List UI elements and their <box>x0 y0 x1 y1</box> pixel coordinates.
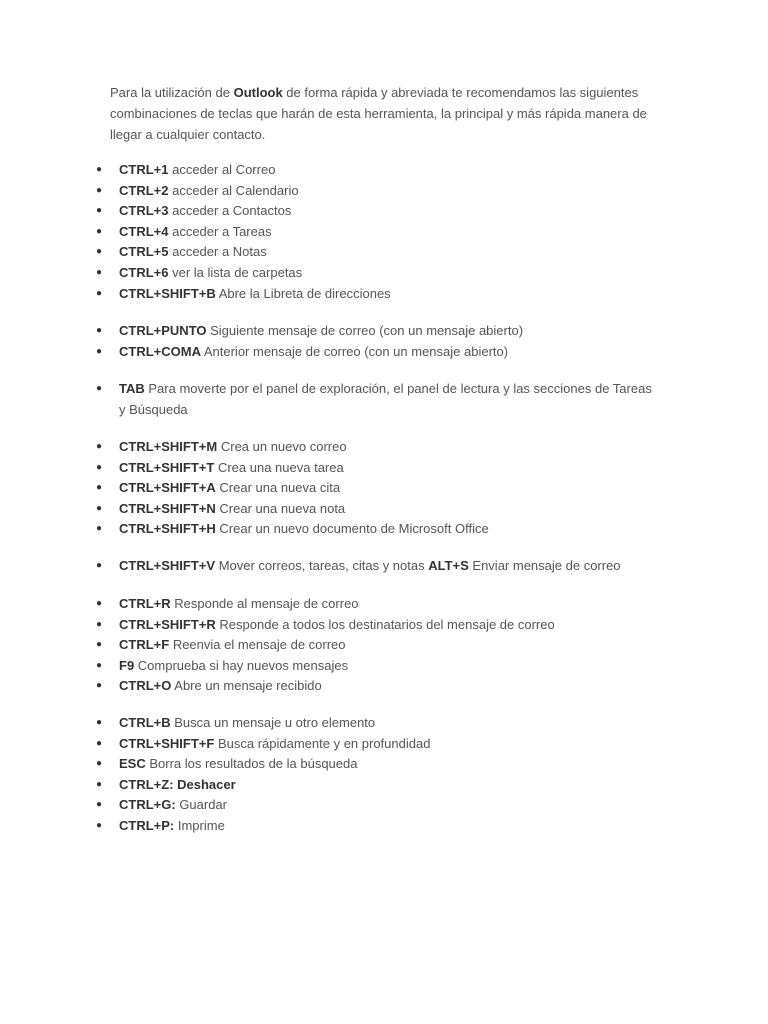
shortcut-key: ESC <box>119 756 146 772</box>
shortcut-key: CTRL+COMA <box>119 343 201 359</box>
bullet-icon: ● <box>96 819 103 831</box>
bullet-icon: ● <box>96 482 103 494</box>
shortcut-key: F9 <box>119 657 135 673</box>
shortcut-key: TAB <box>119 381 145 396</box>
shortcut-description: acceder al Calendario <box>168 182 299 198</box>
shortcut-description: ver la lista de carpetas <box>168 264 303 280</box>
shortcut-key: CTRL+2 <box>119 182 169 198</box>
shortcut-item <box>0 795 659 816</box>
bullet-icon: ● <box>96 164 103 175</box>
shortcut-key: CTRL+O <box>119 678 172 694</box>
shortcut-item <box>0 458 659 479</box>
shortcut-description: Comprueba si hay nuevos mensajes <box>134 657 349 673</box>
intro-text-start: Para la utilización de <box>110 85 234 100</box>
bullet-icon: ● <box>96 639 103 651</box>
shortcut-key: CTRL+3 <box>119 203 169 219</box>
bullet-icon: ● <box>96 598 103 609</box>
shortcut-description: Crear un nuevo documento de Microsoft Office <box>215 521 489 537</box>
shortcut-key: CTRL+SHIFT+N <box>119 500 216 516</box>
bullet-icon: ● <box>96 778 103 790</box>
shortcut-group-tab <box>0 379 659 420</box>
shortcut-key: CTRL+SHIFT+M <box>119 439 218 454</box>
bullet-icon: ● <box>96 502 103 514</box>
intro-paragraph <box>110 82 670 145</box>
shortcut-item <box>0 615 659 636</box>
shortcut-item <box>0 713 659 734</box>
intro-text-end: de forma rápida y abreviada te recomendamos las siguientes combinaciones de teclas que harán de esta herramienta, la principal y más rápida manera de llegar a cualquier contacto. <box>110 85 647 142</box>
shortcut-item <box>0 242 659 263</box>
shortcut-description: Busca rápidamente y en profundidad <box>214 735 431 751</box>
shortcut-group-navigation <box>0 160 659 304</box>
bullet-icon: ● <box>96 717 103 728</box>
shortcut-description: Para moverte por el panel de exploración, el panel de lectura y las secciones de Tareas y Búsqueda <box>119 381 652 417</box>
shortcut-key: CTRL+G: <box>119 797 176 813</box>
shortcut-item <box>0 321 659 342</box>
shortcut-item <box>0 222 659 243</box>
shortcut-item <box>0 342 659 363</box>
bullet-icon: ● <box>96 225 103 237</box>
bullet-icon: ● <box>96 205 103 217</box>
shortcut-item <box>0 754 659 775</box>
shortcut-key: CTRL+4 <box>119 223 169 239</box>
bullet-icon: ● <box>96 799 103 811</box>
bullet-icon: ● <box>96 184 103 196</box>
shortcut-item <box>0 594 659 615</box>
shortcut-item <box>0 284 659 305</box>
shortcut-description: Guardar <box>175 797 228 813</box>
shortcut-item <box>0 437 659 458</box>
shortcut-item <box>0 181 659 202</box>
shortcut-key: CTRL+SHIFT+A <box>119 480 216 496</box>
shortcut-item <box>0 478 659 499</box>
shortcut-key: CTRL+SHIFT+R <box>119 616 216 632</box>
bullet-icon: ● <box>96 659 103 671</box>
shortcut-key: CTRL+R <box>119 596 171 611</box>
bullet-icon: ● <box>96 266 103 278</box>
bullet-icon: ● <box>96 383 103 394</box>
shortcut-key: CTRL+1 <box>119 162 169 177</box>
shortcut-key: CTRL+SHIFT+V <box>119 558 216 573</box>
shortcut-description: Reenvia el mensaje de correo <box>169 637 346 653</box>
shortcut-description-secondary: Enviar mensaje de correo <box>468 558 621 573</box>
shortcut-key: CTRL+F <box>119 637 170 653</box>
shortcut-description: Deshacer <box>173 776 236 792</box>
shortcut-description: acceder a Tareas <box>168 223 272 239</box>
bullet-icon: ● <box>96 246 103 258</box>
shortcut-item <box>0 160 659 181</box>
shortcut-description: Crea un nuevo correo <box>217 439 347 454</box>
shortcut-key: CTRL+Z: <box>119 776 174 792</box>
shortcut-item <box>0 656 659 677</box>
shortcut-description: Borra los resultados de la búsqueda <box>145 756 358 772</box>
shortcut-group-messages <box>0 321 659 362</box>
shortcut-description: Responde a todos los destinatarios del mensaje de correo <box>215 616 555 632</box>
shortcut-description: Siguiente mensaje de correo (con un mensaje abierto) <box>206 323 524 338</box>
bullet-icon: ● <box>96 441 103 452</box>
bullet-icon: ● <box>96 560 103 571</box>
shortcut-description: Crea una nueva tarea <box>214 459 344 475</box>
shortcut-group-reply <box>0 594 659 697</box>
bullet-icon: ● <box>96 287 103 299</box>
shortcut-description: Imprime <box>174 817 225 833</box>
shortcut-key: CTRL+P: <box>119 817 175 833</box>
shortcut-item <box>0 499 659 520</box>
shortcut-item <box>0 519 659 540</box>
bullet-icon: ● <box>96 758 103 770</box>
intro-brand: Outlook <box>233 85 283 100</box>
shortcut-item <box>0 775 659 796</box>
bullet-icon: ● <box>96 680 103 692</box>
shortcut-key: CTRL+6 <box>119 264 169 280</box>
shortcut-item <box>0 734 659 755</box>
shortcut-description: acceder al Correo <box>168 162 276 177</box>
shortcut-description: Busca un mensaje u otro elemento <box>170 715 376 730</box>
bullet-icon: ● <box>96 461 103 473</box>
shortcut-key: CTRL+PUNTO <box>119 323 207 338</box>
shortcut-group-move <box>0 556 659 577</box>
shortcut-key: CTRL+SHIFT+H <box>119 521 216 537</box>
shortcut-description: acceder a Contactos <box>168 203 292 219</box>
shortcut-description: Crear una nueva nota <box>215 500 346 516</box>
shortcut-item <box>0 676 659 697</box>
bullet-icon: ● <box>96 523 103 535</box>
shortcut-description: Anterior mensaje de correo (con un mensaje abierto) <box>200 343 509 359</box>
bullet-icon: ● <box>96 618 103 630</box>
shortcut-description: Abre un mensaje recibido <box>171 678 322 694</box>
shortcut-item <box>0 263 659 284</box>
shortcut-description: Abre la Libreta de direcciones <box>215 285 391 301</box>
shortcut-item <box>0 379 659 420</box>
shortcut-item <box>0 201 659 222</box>
shortcut-group-create <box>0 437 659 540</box>
bullet-icon: ● <box>96 325 103 336</box>
shortcut-key: CTRL+SHIFT+F <box>119 735 215 751</box>
shortcut-item <box>0 635 659 656</box>
shortcut-description: Responde al mensaje de correo <box>170 596 359 611</box>
shortcut-description: Mover correos, tareas, citas y notas <box>215 558 429 573</box>
bullet-icon: ● <box>96 737 103 749</box>
shortcut-key-secondary: ALT+S <box>428 558 469 573</box>
shortcut-key: CTRL+SHIFT+B <box>119 285 216 301</box>
shortcut-description: Crear una nueva cita <box>215 480 341 496</box>
shortcut-description: acceder a Notas <box>168 244 267 260</box>
shortcut-item <box>0 816 659 837</box>
shortcut-key: CTRL+SHIFT+T <box>119 459 215 475</box>
shortcut-item <box>0 556 659 577</box>
bullet-icon: ● <box>96 345 103 357</box>
shortcut-key: CTRL+5 <box>119 244 169 260</box>
shortcut-group-search <box>0 713 659 837</box>
shortcut-key: CTRL+B <box>119 715 171 730</box>
